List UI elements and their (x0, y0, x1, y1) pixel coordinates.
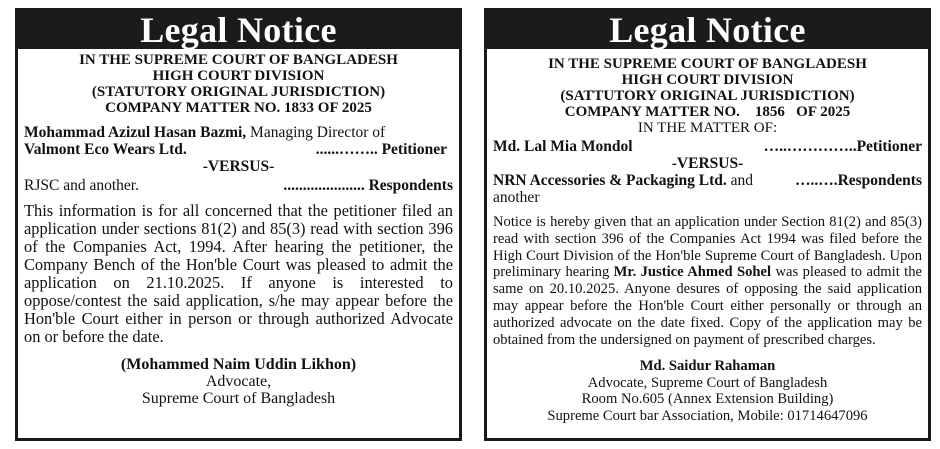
company-matter-number: COMPANY MATTER NO. 1856 OF 2025 (564, 104, 851, 120)
notice-banner: Legal Notice (487, 11, 928, 49)
respondent-line (24, 177, 453, 194)
petitioner-role: Managing Director of (246, 124, 386, 141)
notice-banner: Legal Notice (18, 11, 459, 49)
advocate-name: Md. Saidur Rahaman (639, 358, 776, 375)
notice-body-part2: was pleased to admit the same on 20.10.2025. Anyone desures of opposing the said application may appear before the Hon'ble Court either personally or through an authorized advocate on the date fixed. Copy of the application may be obtained from the undersigned on payment of prescribed charges. (493, 264, 922, 348)
petitioner-label: ......…….. Petitioner (315, 141, 447, 158)
versus-label: -VERSUS- (671, 155, 744, 172)
petitioner-line (493, 138, 922, 155)
court-name: IN THE SUPREME COURT OF BANGLADESH (79, 52, 398, 68)
advocate-title: Advocate, Supreme Court of Bangladesh (587, 374, 828, 391)
petitioner-description (24, 124, 385, 141)
advocate-court: Supreme Court of Bangladesh (141, 390, 336, 407)
petitioner-label: …..…………..Petitioner (763, 138, 922, 155)
court-name: IN THE SUPREME COURT OF BANGLADESH (548, 56, 867, 72)
petitioner-name: Md. Lal Mia Mondol (493, 138, 633, 155)
notice-body: This information is for all concerned that the petitioner filed an application under sections 81(2) and 85(3) read with section 396 of the Companies Act, 1994. After hearing the petitioner, the Company Bench of the Hon'ble Court was pleased to admit the application on 21.10.2025. If anyone is interested to oppose/contest the said application, s/he may appear before the Hon'ble Court either in person or through authorized Advocate on or before the date. (24, 201, 453, 346)
advocate-title: Advocate, (205, 373, 272, 390)
petitioner-line (24, 124, 453, 141)
in-the-matter-of: IN THE MATTER OF: (637, 120, 778, 136)
company-matter-number: COMPANY MATTER NO. 1833 OF 2025 (105, 100, 372, 116)
respondent-name: NRN Accessories & Packaging Ltd. (493, 172, 727, 189)
advocate-name: (Mohammed Naim Uddin Likhon) (120, 356, 357, 373)
jurisdiction: (STATUTORY ORIGINAL JURISDICTION) (91, 84, 386, 100)
notice-body-part1: Notice is hereby given that an application under Section 81(2) and 85(3) read with section 396 of the Companies Act 1994 was filed before the High Court Division of the Hon'ble Supreme Court of Bangladesh. Upon preliminary hearing (493, 214, 922, 281)
petitioner-name: Mohammad Azizul Hasan Bazmi, (24, 124, 247, 141)
legal-notice-right (484, 8, 931, 441)
advocate-association: Supreme Court bar Association, Mobile: 01714647096 (547, 407, 868, 424)
judge-name: Mr. Justice Ahmed Sohel (613, 264, 772, 281)
respondent-label: …..….Respondents (794, 172, 922, 189)
legal-notice-left (15, 8, 462, 441)
advocate-room: Room No.605 (Annex Extension Building) (581, 391, 834, 408)
petitioner-company-line (24, 141, 453, 158)
respondent-description (493, 172, 795, 206)
versus-label: -VERSUS- (202, 158, 275, 175)
respondent-suffix: and another (493, 172, 754, 206)
jurisdiction: (SATTUTORY ORIGINAL JURISDICTION) (560, 88, 855, 104)
respondent-name: RJSC and another. (24, 177, 139, 194)
notice-body (493, 214, 922, 348)
court-division: HIGH COURT DIVISION (621, 72, 794, 88)
petitioner-company: Valmont Eco Wears Ltd. (24, 141, 187, 158)
respondent-line (493, 172, 922, 206)
court-division: HIGH COURT DIVISION (152, 68, 325, 84)
respondent-label: ..................... Respondents (283, 177, 453, 194)
